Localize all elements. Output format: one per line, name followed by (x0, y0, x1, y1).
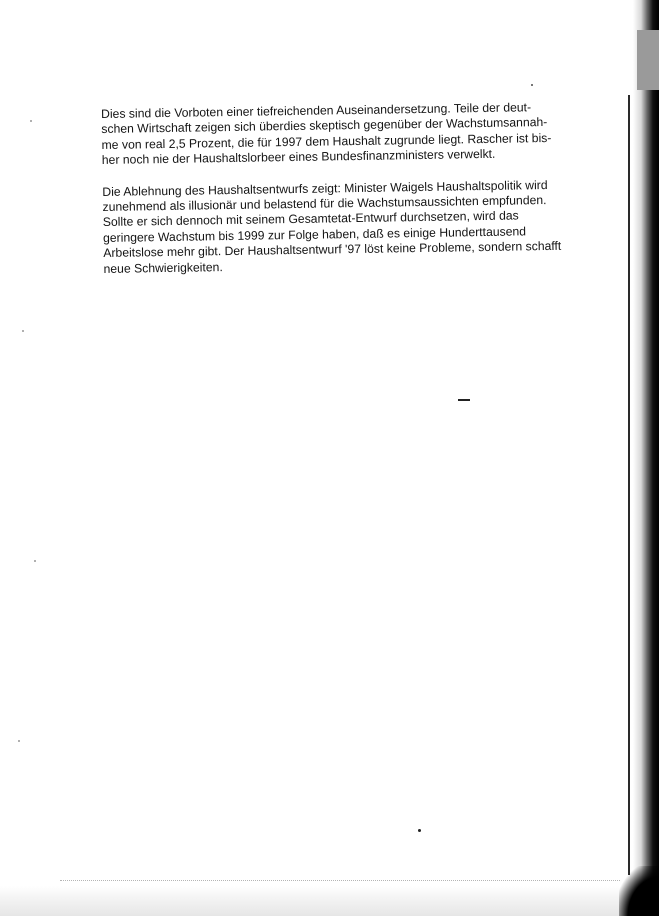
scan-bottom-noise (60, 880, 620, 883)
scan-speck (22, 330, 24, 332)
scan-right-edge-shadow (633, 0, 659, 916)
text-line: Die Ablehnung des Haushaltsentwurfs zeigt: Minister Waigels Haushaltspolitik wird (102, 177, 548, 199)
scan-right-edge-tab (637, 30, 659, 90)
text-line: zunehmend als illusionär und belastend für die Wachstumsaussichten empfunden. (102, 193, 547, 215)
text-line: neue Schwierigkeiten. (103, 259, 223, 276)
paragraph-2 (102, 177, 573, 277)
body-text (101, 100, 574, 293)
scan-bottom-shadow (0, 886, 659, 916)
scan-speck (34, 560, 36, 562)
text-line: geringere Wachstum bis 1999 zur Folge haben, daß es einige Hunderttausend (102, 224, 527, 245)
scan-ink-dot (531, 84, 533, 86)
text-line: Arbeitslose mehr gibt. Der Haushaltsentwurf '97 löst keine Probleme, sondern schafft (103, 239, 562, 261)
text-line: me von real 2,5 Prozent, die für 1997 dem Haushalt zugrunde liegt. Rascher ist bis- (101, 130, 552, 152)
scan-ink-mark (458, 399, 470, 401)
text-line: her noch nie der Haushaltslorbeer eines Bundesfinanzministers verwelkt. (101, 147, 496, 168)
paragraph-1 (101, 100, 572, 169)
scan-page-edge-line (628, 95, 630, 875)
text-line: Dies sind die Vorboten einer tiefreichenden Auseinandersetzung. Teile der deut- (101, 100, 532, 121)
text-line: Sollte er sich dennoch mit seinem Gesamtetat-Entwurf durchsetzen, wird das (102, 208, 519, 230)
scan-speck (18, 740, 20, 742)
scan-corner-shadow (619, 866, 659, 916)
text-line: schen Wirtschaft zeigen sich überdies skeptisch gegenüber der Wachstumsannah- (101, 115, 548, 137)
scan-speck (30, 120, 32, 122)
scan-ink-dot (418, 829, 421, 832)
